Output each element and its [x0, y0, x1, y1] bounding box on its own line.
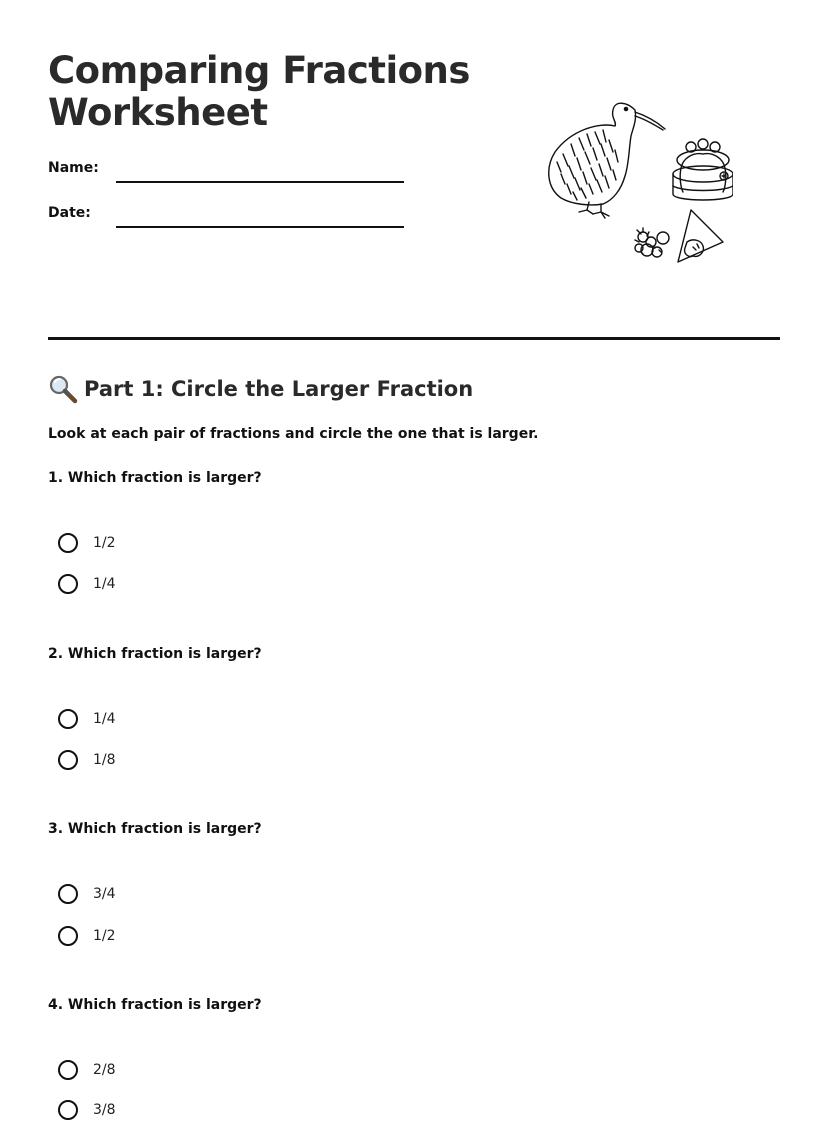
option-label: 1/2 — [93, 535, 116, 551]
date-line[interactable] — [116, 226, 404, 228]
pie-slice-icon — [678, 210, 723, 262]
radio-circle[interactable] — [58, 884, 78, 904]
option-label: 1/4 — [93, 711, 116, 727]
part1-instructions: Look at each pair of fractions and circle the one that is larger. — [48, 426, 539, 442]
option-label: 1/4 — [93, 576, 116, 592]
date-field[interactable] — [48, 205, 408, 229]
option-label: 3/4 — [93, 886, 116, 902]
option-label: 1/8 — [93, 752, 116, 768]
option-label: 2/8 — [93, 1062, 116, 1078]
radio-circle[interactable] — [58, 1060, 78, 1080]
radio-circle[interactable] — [58, 709, 78, 729]
option-q3-a[interactable] — [58, 881, 116, 907]
question-text: 3. Which fraction is larger? — [48, 821, 262, 837]
magnifying-glass-icon — [48, 374, 78, 404]
option-q2-b[interactable] — [58, 747, 116, 773]
radio-circle[interactable] — [58, 1100, 78, 1120]
option-q4-b[interactable] — [58, 1097, 116, 1123]
question-text: 4. Which fraction is larger? — [48, 997, 262, 1013]
option-q4-a[interactable] — [58, 1057, 116, 1083]
name-field[interactable] — [48, 160, 408, 184]
question-1 — [48, 468, 748, 592]
berries-icon — [635, 228, 669, 257]
question-2 — [48, 644, 748, 768]
option-label: 1/2 — [93, 928, 116, 944]
question-3 — [48, 819, 748, 944]
radio-circle[interactable] — [58, 574, 78, 594]
option-label: 3/8 — [93, 1102, 116, 1118]
radio-circle[interactable] — [58, 750, 78, 770]
worksheet-page — [48, 0, 780, 1118]
question-4 — [48, 995, 748, 1118]
radio-circle[interactable] — [58, 926, 78, 946]
worksheet-title: Comparing Fractions Worksheet — [48, 49, 470, 134]
cake-icon — [673, 139, 733, 200]
name-line[interactable] — [116, 181, 404, 183]
name-label: Name: — [48, 160, 99, 176]
option-q2-a[interactable] — [58, 706, 116, 732]
option-q1-b[interactable] — [58, 571, 116, 597]
kiwi-bird-icon — [549, 103, 665, 218]
question-text: 2. Which fraction is larger? — [48, 646, 262, 662]
part1-title: Part 1: Circle the Larger Fraction — [84, 377, 474, 401]
section-divider — [48, 337, 780, 340]
question-text: 1. Which fraction is larger? — [48, 470, 262, 486]
part1-heading — [48, 374, 473, 404]
option-q3-b[interactable] — [58, 923, 116, 949]
date-label: Date: — [48, 205, 91, 221]
kiwi-cake-pie-illustration — [543, 92, 733, 267]
option-q1-a[interactable] — [58, 530, 116, 556]
radio-circle[interactable] — [58, 533, 78, 553]
